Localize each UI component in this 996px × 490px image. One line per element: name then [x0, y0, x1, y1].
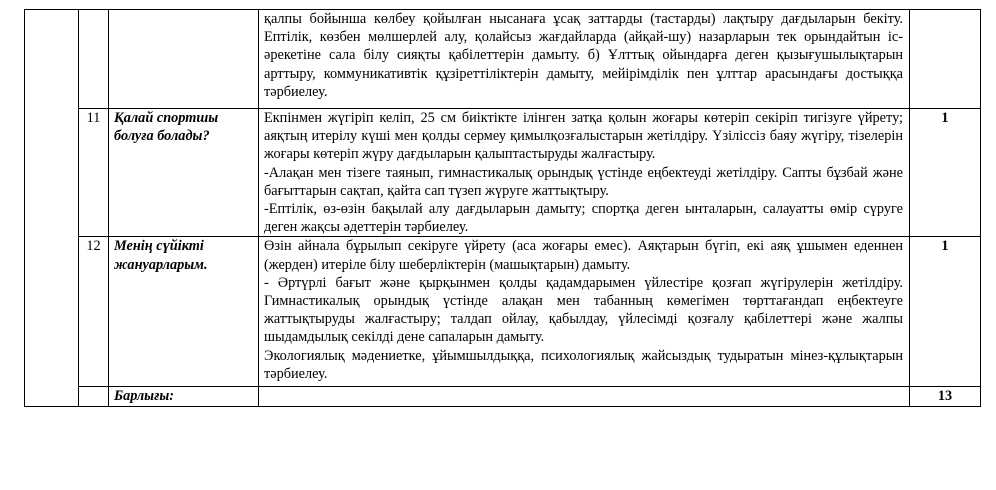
lesson-topic — [109, 10, 259, 109]
content-paragraph: қалпы бойынша көлбеу қойылған нысанаға ұсақ заттарды (тастарды) лақтыру дағдыларын бекіту. Ептілік, көзбен мөлшерлей алу, қолайсыз жағдайларда (айқай-шу) назарларын тек орындайтын іс-әрекетіне сала білу сияқты қабілеттерін дамыту. б) Ұлттық ойындарға деген қызығушылықтарын арттыру, коммуникативтік құзіреттіліктерін дамыту, мейірімділік пен ұлттар арасындағы достыққа тәрбиелеу. — [264, 11, 903, 100]
lesson-number: 11 — [79, 109, 109, 237]
content-paragraph: - Әртүрлі бағыт және қырқынмен қолды қадамдарымен үйлестіре қозғап жүгірулерін жетілдіру. Гимнастикалық орындық үстінде алақан мен табанның көмегімен төрттағандап еңбектеуге жаттықтыруды жалғастыру; талдап ойлау, қабылдау, үйлесімді қозғалу қабілеттері және жалпы шыдамдылық секілді дене сапаларын дамыту. — [264, 274, 903, 346]
lesson-number: 12 — [79, 237, 109, 387]
total-number-cell — [79, 387, 109, 406]
content-paragraph: Экологиялық мәдениетке, ұйымшылдыққа, психологиялық жайсыздық тудыратын мінез-құлықтарын тәрбиелеу. — [264, 347, 903, 382]
lesson-content — [259, 109, 910, 237]
lesson-hours: 1 — [910, 237, 981, 387]
lesson-content — [259, 10, 910, 109]
content-paragraph: -Алақан мен тізеге таянып, гимнастикалық орындық үстінде еңбектеуді жетілдіру. Сапты бұзбай және бағыттарын сақтап, қайта сап түзеп жүруге жаттықтыру. — [264, 164, 903, 199]
total-hours: 13 — [910, 387, 981, 406]
lesson-hours — [910, 10, 981, 109]
lesson-content — [259, 237, 910, 387]
content-paragraph: -Ептілік, өз-өзін бақылай алу дағдыларын дамыту; спортқа деген ынталарын, салауатты өмір сүруге деген жақсы әдеттерін тәрбиелеу. — [264, 201, 903, 236]
content-paragraph: Өзін айнала бұрылып секіруге үйрету (аса жоғары емес). Аяқтарын бүгіп, екі аяқ ұшымен еденнен (жерден) итеріле білу шеберліктерін (машықтарын) дамыту. — [264, 238, 903, 273]
table-row — [25, 237, 981, 387]
lesson-plan-table — [24, 9, 981, 407]
table-row — [25, 10, 981, 109]
lesson-topic: Менің сүйікті жануарларым. — [109, 237, 259, 387]
content-paragraph: Екпінмен жүгіріп келіп, 25 см биіктікте ілінген затқа қолын жоғары көтеріп секіріп тигізуге үйрету; аяқтың итерілу күші мен қолды сермеу қимылқозғалыстарын жетілдіру. Үзіліссіз баяу жүгіру, тізелерін жоғары көтеріп жүру дағдыларын қалыптастыруды жалғастыру. — [264, 110, 903, 163]
lesson-number — [79, 10, 109, 109]
table-row — [25, 109, 981, 237]
lesson-hours: 1 — [910, 109, 981, 237]
lesson-topic: Қалай спортшы болуға болады? — [109, 109, 259, 237]
total-label: Барлығы: — [109, 387, 259, 406]
total-row — [25, 387, 981, 406]
total-content-cell — [259, 387, 910, 406]
margin-cell — [25, 10, 79, 407]
